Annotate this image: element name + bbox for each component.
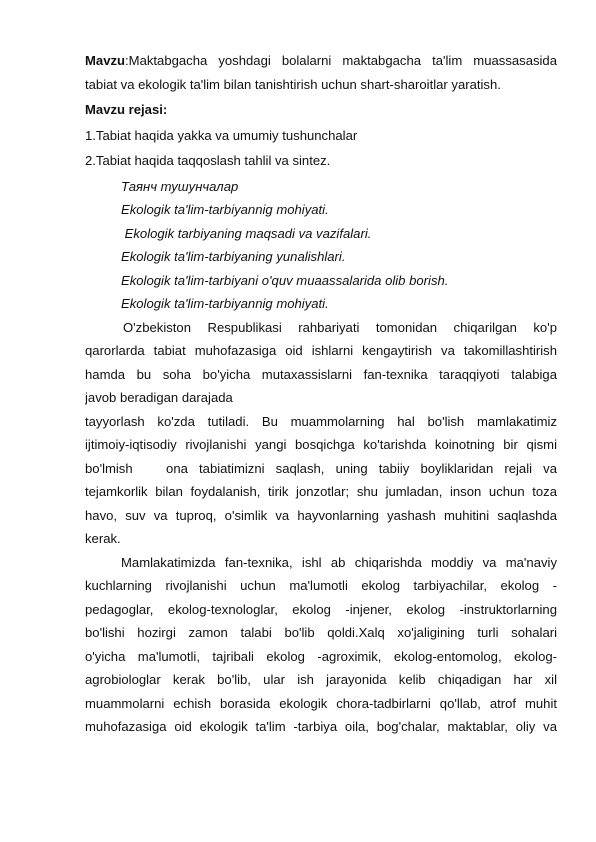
paragraph-line: hamda bu soha bo'yicha mutaxassislarni fan-texnika taraqqiyoti talabiga [85,366,557,382]
paragraph-line: ijtimoiy-iqtisodiy rivojlanishi yangi bosqichga ko'tarishda koinotning bir qismi [85,437,557,452]
paragraph-line: bo'lmish ona tabiatimizni saqlash, uning tabiiy boyliklaridan rejali va [85,460,557,476]
key-concept-item: Ekologik ta'lim-tarbiyannig mohiyati. [121,202,329,217]
paragraph-line: agrobiologlar kerak bo'lib, ular ish jarayonida kelib chiqadigan har xil [85,672,557,687]
plan-item: 2.Tabiat haqida taqqoslash tahlil va sintez. [85,153,331,168]
paragraph-line: qarorlarda tabiat muhofazasiga oid ishlarni kengaytirish va takomillashtirish [85,343,557,358]
paragraph-line: o'yicha ma'lumotli, tajribali ekolog -agroximik, ekolog-entomolog, ekolog- [85,648,557,664]
paragraph-line: tayyorlash ko'zda tutiladi. Bu muammolarning hal bo'lish mamlakatimiz [85,413,557,429]
paragraph-line: muhofazasiga oid ekologik ta'lim -tarbiya oila, bog'chalar, maktablar, oliy va [85,719,557,734]
paragraph-line: kuchlarning rivojlanishi uchun ma'lumotli ekolog tarbiyachilar, ekolog - [85,578,557,593]
plan-heading: Mavzu rejasi: [85,102,168,117]
paragraph-1 [85,316,557,551]
key-concept-item: Ekologik tarbiyaning maqsadi va vazifalari. [121,225,372,241]
document-body [85,49,557,739]
key-concepts-heading: Таянч тушунчалар [121,178,239,194]
paragraph-line: javob beradigan darajada [85,390,233,405]
paragraph-line: kerak. [85,531,121,546]
paragraph-line: tejamkorlik bilan foydalanish, tirik jonzotlar; shu jumladan, inson uchun toza [85,484,557,499]
topic-label: Mavzu [85,53,126,68]
paragraph-line: bo'lishi hozirgi zamon talabi bo'lib qoldi.Xalq xo'jaligining turli sohalari [85,625,557,640]
paragraph-line: havo, suv va tuproq, o'simlik va hayvonlarning yashash muhitini saqlashda [85,507,557,523]
paragraph-line: pedagoglar, ekolog-texnologlar, ekolog -injener, ekolog -instruktorlarning [85,601,557,617]
paragraph-line: muammolarni echish borasida ekologik chora-tadbirlarni qo'llab, atrof muhit [85,695,557,711]
topic-line [85,49,557,73]
topic-line-2: tabiat va ekologik ta'lim bilan tanishtirish uchun shart-sharoitlar yaratish. [85,76,501,92]
topic-text: :Maktabgacha yoshdagi bolalarni maktabgacha ta'lim muassasasida [125,53,557,68]
paragraph-line: O'zbekiston Respublikasi rahbariyati tomonidan chiqarilgan ko'p [123,319,557,335]
paragraph-2 [85,551,557,739]
key-concept-item: Ekologik ta'lim-tarbiyannig mohiyati. [121,296,329,311]
plan-item: 1.Tabiat haqida yakka va umumiy tushunchalar [85,127,358,143]
key-concept-item: Ekologik ta'lim-tarbiyani o'quv muaassalarida olib borish. [121,272,449,288]
key-concept-item: Ekologik ta'lim-tarbiyaning yunalishlari. [121,249,346,264]
paragraph-line: Mamlakatimizda fan-texnika, ishl ab chiqarishda moddiy va ma'naviy [121,554,557,570]
